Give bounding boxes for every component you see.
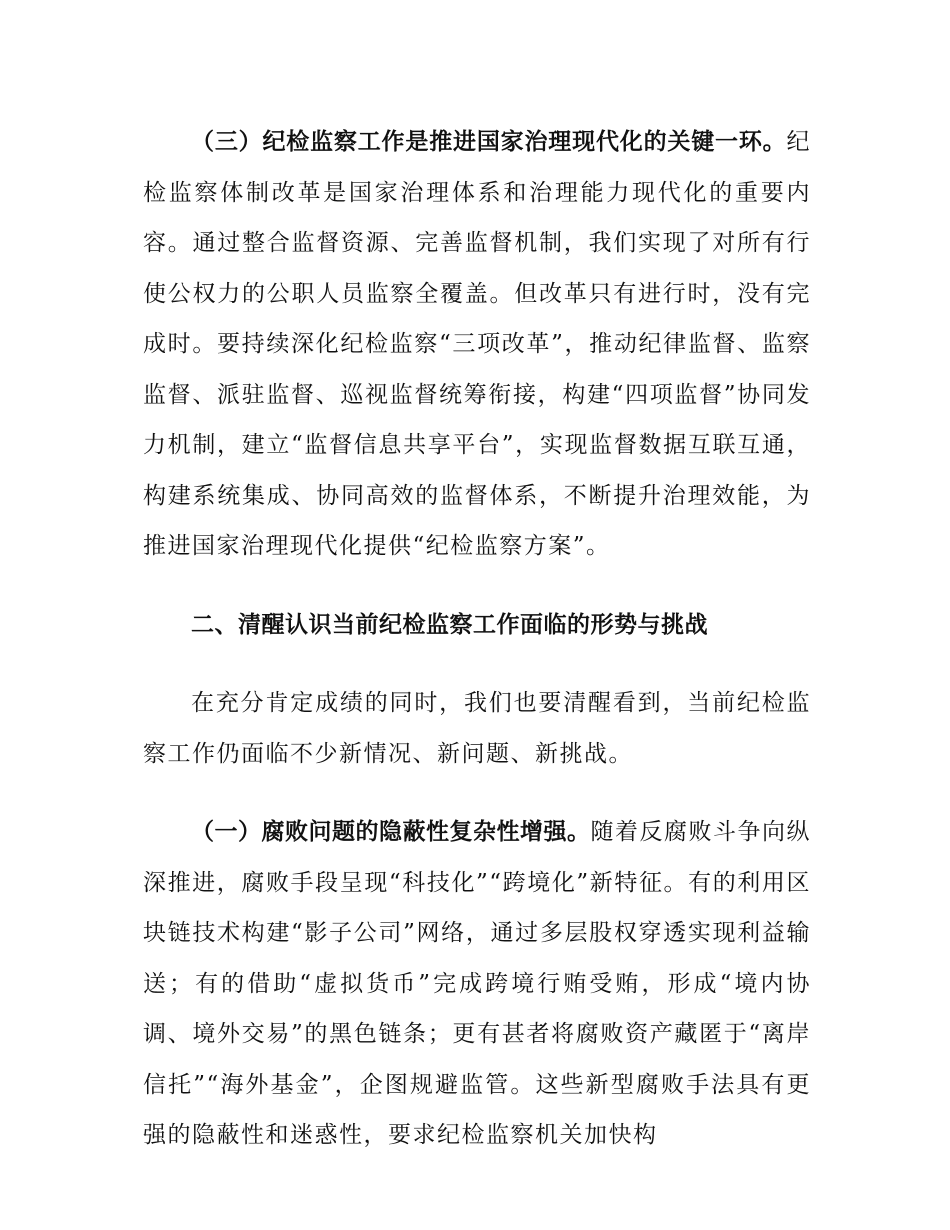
section-three-lead: （三）纪检监察工作是推进国家治理现代化的关键一环。 — [191, 129, 787, 155]
section-three-body: 纪检监察体制改革是国家治理体系和治理能力现代化的重要内容。通过整合监督资源、完善监督机制，我们实现了对所有行使公权力的公职人员监察全覆盖。但改革只有进行时，没有完成时。要持续深化纪检监察“三项改革”，推动纪律监督、监察监督、派驻监督、巡视监督统筹衔接，构建“四项监督”协同发力机制，建立“监督信息共享平台”，实现监督数据互联互通，构建系统集成、协同高效的监督体系，不断提升治理效能，为推进国家治理现代化提供“纪检监察方案”。 — [143, 129, 811, 559]
section-one-body: 随着反腐败斗争向纵深推进，腐败手段呈现“科技化”“跨境化”新特征。有的利用区块链技术构建“影子公司”网络，通过多层股权穿透实现利益输送；有的借助“虚拟货币”完成跨境行贿受贿，形成“境内协调、境外交易”的黑色链条；更有甚者将腐败资产藏匿于“离岸信托”“海外基金”，企图规避监管。这些新型腐败手法具有更强的隐蔽性和迷惑性，要求纪检监察机关加快构 — [143, 819, 811, 1148]
section-one-lead: （一）腐败问题的隐蔽性复杂性增强。 — [191, 819, 591, 845]
document-body — [143, 117, 811, 1161]
paragraph-intro: 在充分肯定成绩的同时，我们也要清醒看到，当前纪检监察工作仍面临不少新情况、新问题、新挑战。 — [143, 690, 811, 767]
paragraph-section-three — [143, 117, 811, 572]
paragraph-section-one — [143, 807, 811, 1161]
heading-section-two: 二、清醒认识当前纪检监察工作面临的形势与挑战 — [191, 611, 708, 638]
